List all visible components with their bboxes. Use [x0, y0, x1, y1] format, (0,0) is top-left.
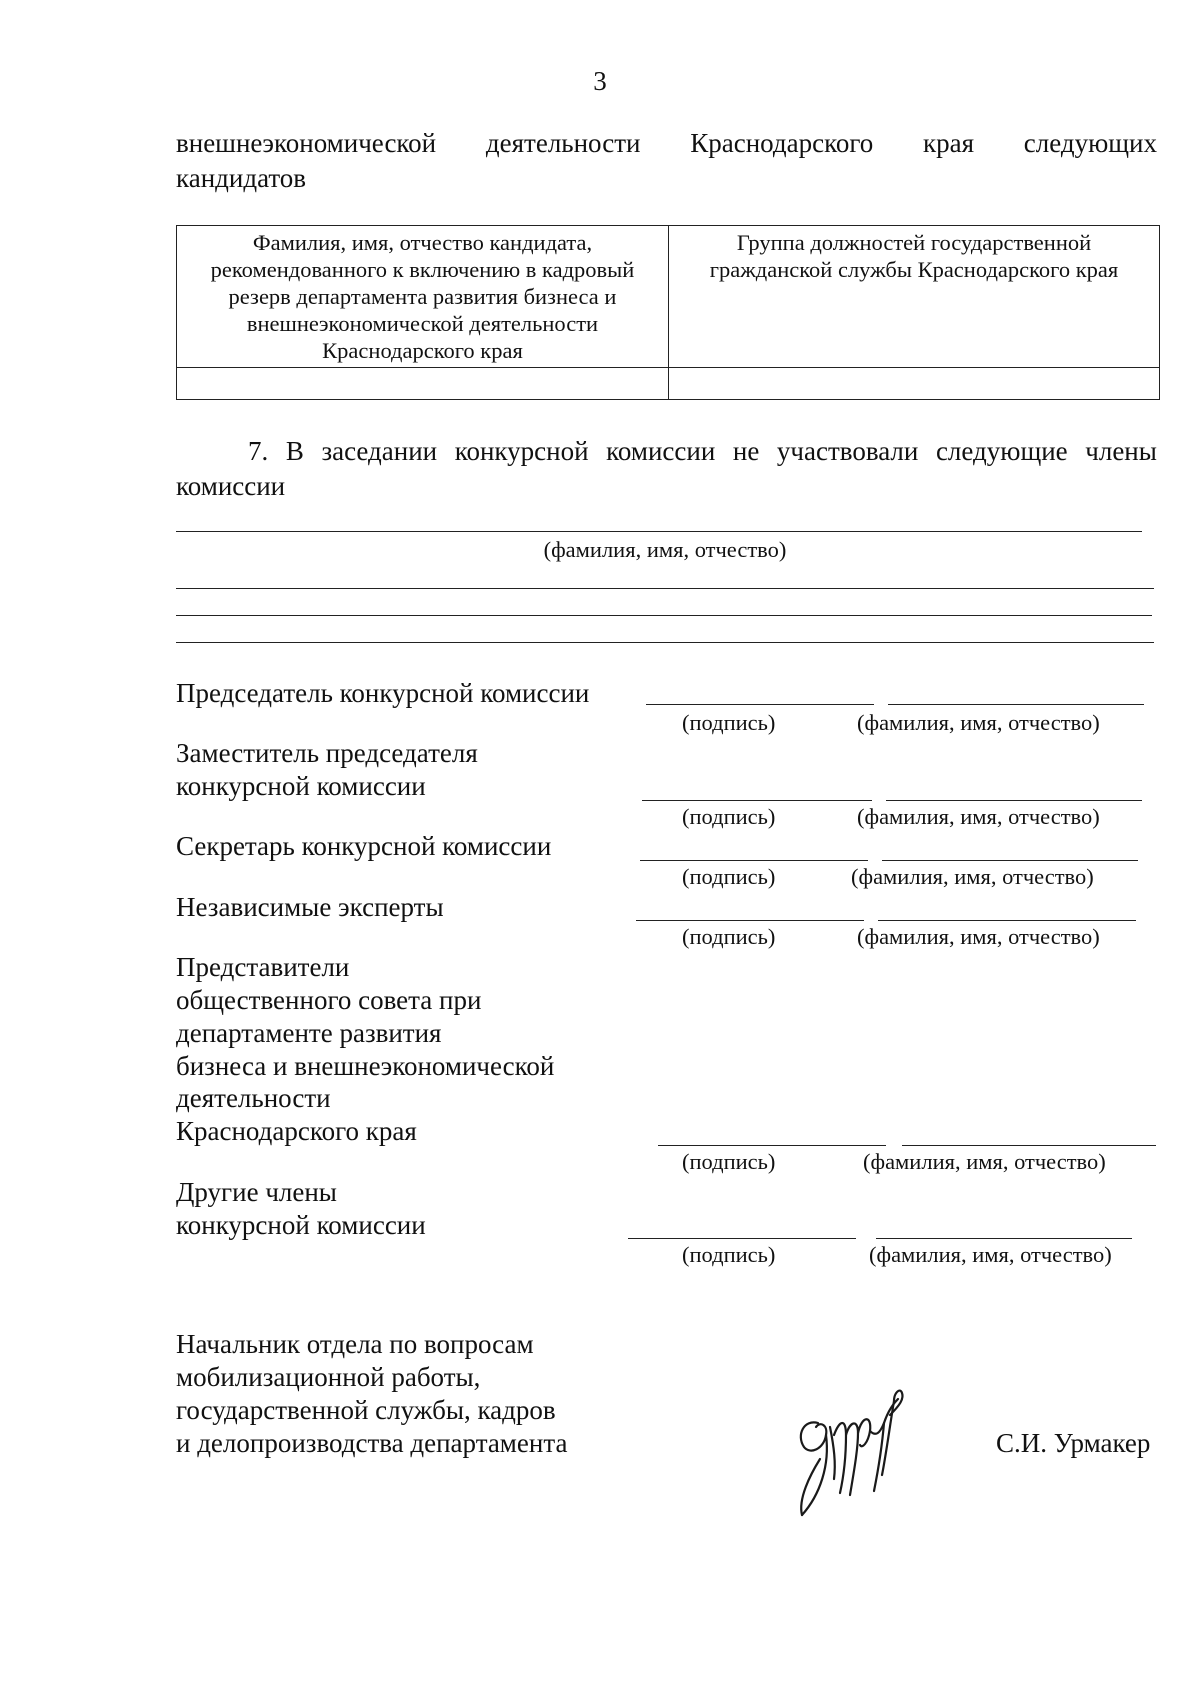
section-7-word: участвовали: [776, 436, 919, 466]
name-caption: (фамилия, имя, отчество): [851, 864, 1094, 889]
table-cell[interactable]: [669, 368, 1160, 400]
absent-member-line[interactable]: [176, 588, 1154, 589]
footer-position-line: Начальник отдела по вопросам: [176, 1329, 534, 1359]
signature-line[interactable]: [628, 1238, 856, 1239]
signature-line[interactable]: [640, 860, 868, 861]
role-representatives-line: департаменте развития: [176, 1018, 442, 1048]
intro-line: [176, 128, 1157, 159]
role-representatives-line: общественного совета при: [176, 985, 482, 1015]
name-line[interactable]: [886, 800, 1142, 801]
absent-member-caption: (фамилия, имя, отчество): [543, 537, 787, 562]
table-cell[interactable]: [177, 368, 669, 400]
footer-position-line: мобилизационной работы,: [176, 1362, 481, 1392]
intro-line-2: кандидатов: [176, 163, 307, 193]
table-row: [177, 368, 1160, 400]
absent-member-line[interactable]: [176, 531, 1142, 532]
name-line[interactable]: [876, 1238, 1132, 1239]
page-number: 3: [593, 66, 607, 96]
role-deputy-line: конкурсной комиссии: [176, 771, 426, 801]
role-representatives-line: Представители: [176, 952, 350, 982]
role-deputy-line: Заместитель председателя: [176, 738, 478, 768]
table-header-position-group: Группа должностей государственной гражданской службы Краснодарского края: [669, 226, 1160, 368]
section-7-word: заседании: [321, 436, 438, 466]
handwritten-signature: [790, 1375, 930, 1520]
signature-caption: (подпись): [682, 710, 776, 735]
name-caption: (фамилия, имя, отчество): [857, 924, 1100, 949]
section-7-word: члены: [1085, 436, 1157, 466]
intro-word: следующих: [1023, 128, 1157, 158]
candidates-table: [176, 225, 1160, 400]
section-7-word: не: [732, 436, 760, 466]
name-line[interactable]: [878, 920, 1136, 921]
footer-position-line: государственной службы, кадров: [176, 1395, 556, 1425]
name-line[interactable]: [902, 1145, 1156, 1146]
section-7-number: 7.: [248, 436, 269, 466]
signature-caption: (подпись): [682, 924, 776, 949]
signature-caption: (подпись): [682, 1242, 776, 1267]
name-caption: (фамилия, имя, отчество): [869, 1242, 1112, 1267]
footer-name: С.И. Урмакер: [996, 1428, 1151, 1458]
name-line[interactable]: [888, 704, 1144, 705]
signature-caption: (подпись): [682, 1149, 776, 1174]
section-7-word: конкурсной: [454, 436, 589, 466]
table-header-row: [177, 226, 1160, 368]
role-representatives-line: деятельности: [176, 1083, 331, 1113]
intro-word: внешнеэкономической: [176, 128, 437, 158]
role-others-line: Другие члены: [176, 1177, 337, 1207]
section-7-word: В: [285, 436, 304, 466]
intro-word: деятельности: [485, 128, 641, 158]
name-caption: (фамилия, имя, отчество): [863, 1149, 1106, 1174]
name-caption: (фамилия, имя, отчество): [857, 804, 1100, 829]
signature-caption: (подпись): [682, 804, 776, 829]
section-7-line: [176, 436, 1157, 467]
intro-word: края: [922, 128, 975, 158]
signature-line[interactable]: [646, 704, 874, 705]
absent-member-line[interactable]: [176, 642, 1154, 643]
signature-line[interactable]: [658, 1145, 886, 1146]
signature-line[interactable]: [642, 800, 872, 801]
footer-position-line: и делопроизводства департамента: [176, 1428, 568, 1458]
role-experts: Независимые эксперты: [176, 892, 444, 922]
name-line[interactable]: [882, 860, 1138, 861]
role-chairman: Председатель конкурсной комиссии: [176, 678, 590, 708]
role-secretary: Секретарь конкурсной комиссии: [176, 831, 552, 861]
role-representatives-line: бизнеса и внешнеэкономической: [176, 1051, 555, 1081]
absent-member-line[interactable]: [176, 615, 1152, 616]
signature-line[interactable]: [636, 920, 864, 921]
table-header-candidate: Фамилия, имя, отчество кандидата, рекомендованного к включению в кадровый резерв департамента развития бизнеса и внешнеэкономической деятельности Краснодарского края: [177, 226, 669, 368]
section-7-line-2: комиссии: [176, 471, 286, 501]
name-caption: (фамилия, имя, отчество): [857, 710, 1100, 735]
section-7-word: комиссии: [606, 436, 716, 466]
role-others-line: конкурсной комиссии: [176, 1210, 426, 1240]
signature-caption: (подпись): [682, 864, 776, 889]
intro-word: Краснодарского: [690, 128, 874, 158]
role-representatives-line: Краснодарского края: [176, 1116, 417, 1146]
section-7-word: следующие: [935, 436, 1068, 466]
